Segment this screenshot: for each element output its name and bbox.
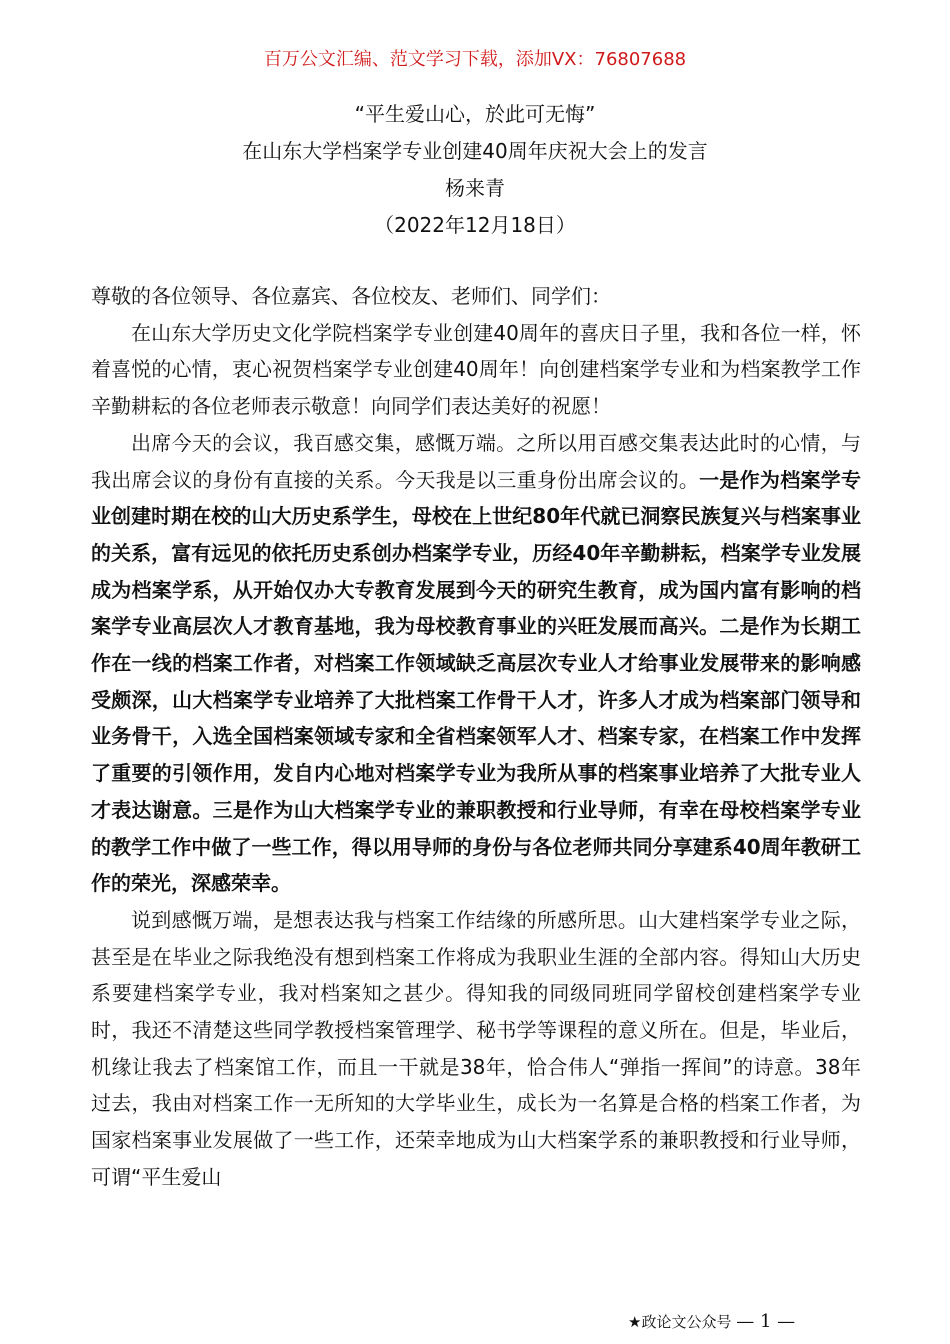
speech-subtitle: 在山东大学档案学专业创建40周年庆祝大会上的发言: [242, 139, 708, 163]
watermark-banner: 百万公文汇编、范文学习下载，添加VX：76807688: [263, 49, 687, 70]
speech-quote-title: “平生爱山心，於此可无悔”: [354, 102, 596, 126]
paragraph-reflections: 说到感慨万端，是想表达我与档案工作结缘的所感所思。山大建档案学专业之际，甚至是在毕业之际我绝没有想到档案工作将成为我职业生涯的全部内容。得知山大历史系要建档案学专业，我对档案知之甚少。得知我的同级同班同学留校创建档案学专业时，我还不清楚这些同学教授档案管理学、秘书学等课程的意义所在。但是，毕业后，机缘让我去了档案馆工作，而且一干就是38年，恰合伟人“弹指一挥间”的诗意。38年过去，我由对档案工作一无所知的大学毕业生，成长为一名算是合格的档案工作者，为国家档案事业发展做了一些工作，还荣幸地成为山大档案学系的兼职教授和行业导师，可谓“平生爱山: [91, 907, 861, 1189]
paragraph-bold-identities: 一是作为档案学专业创建时期在校的山大历史系学生，母校在上世纪80年代就已洞察民族复兴与档案事业的关系，富有远见的依托历史系创办档案学专业，历经40年辛勤耕耘，档案学专业发展成为档案学系，从开始仅办大专教育发展到今天的研究生教育，成为国内富有影响的档案学专业高层次人才教育基地，我为母校教育事业的兴旺发展而高兴。二是作为长期工作在一线的档案工作者，对档案工作领域缺乏高层次专业人才给事业发展带来的影响感受颇深，山大档案学专业培养了大批档案工作骨干人才，许多人才成为档案部门领导和业务骨干，入选全国档案领域专家和全省档案领军人才、档案专家，在档案工作中发挥了重要的引领作用，发自内心地对档案学专业为我所从事的档案事业培养了大批专业人才表达谢意。三是作为山大档案学专业的兼职教授和行业导师，有幸在母校档案学专业的教学工作中做了一些工作，得以用导师的身份与各位老师共同分享建系40周年教研工作的荣光，深感荣幸。: [91, 467, 862, 896]
salutation: 尊敬的各位领导、各位嘉宾、各位校友、老师们、同学们：: [91, 284, 611, 308]
speech-body: [91, 278, 861, 1196]
paragraph-congratulations: 在山东大学历史文化学院档案学专业创建40周年的喜庆日子里，我和各位一样，怀着喜悦的心情，衷心祝贺档案学专业创建40周年！向创建档案学专业和为档案教学工作辛勤耕耘的各位老师表示敬意！向同学们表达美好的祝愿！: [91, 320, 861, 419]
footer-source: ★政论文公众号: [628, 1313, 732, 1331]
speech-date: （2022年12月18日）: [374, 213, 576, 237]
speaker-name: 杨来青: [445, 176, 505, 200]
paragraph-intro-text: 出席今天的会议，我百感交集，感慨万端。之所以用百感交集表达此时的心情，与我出席会议的身份有直接的关系。今天我是以三重身份出席会议的。: [91, 430, 861, 492]
title-block: [0, 96, 950, 244]
page-number: — 1 —: [736, 1311, 796, 1332]
page-footer: [628, 1310, 795, 1334]
paragraph-three-identities: [91, 425, 861, 902]
